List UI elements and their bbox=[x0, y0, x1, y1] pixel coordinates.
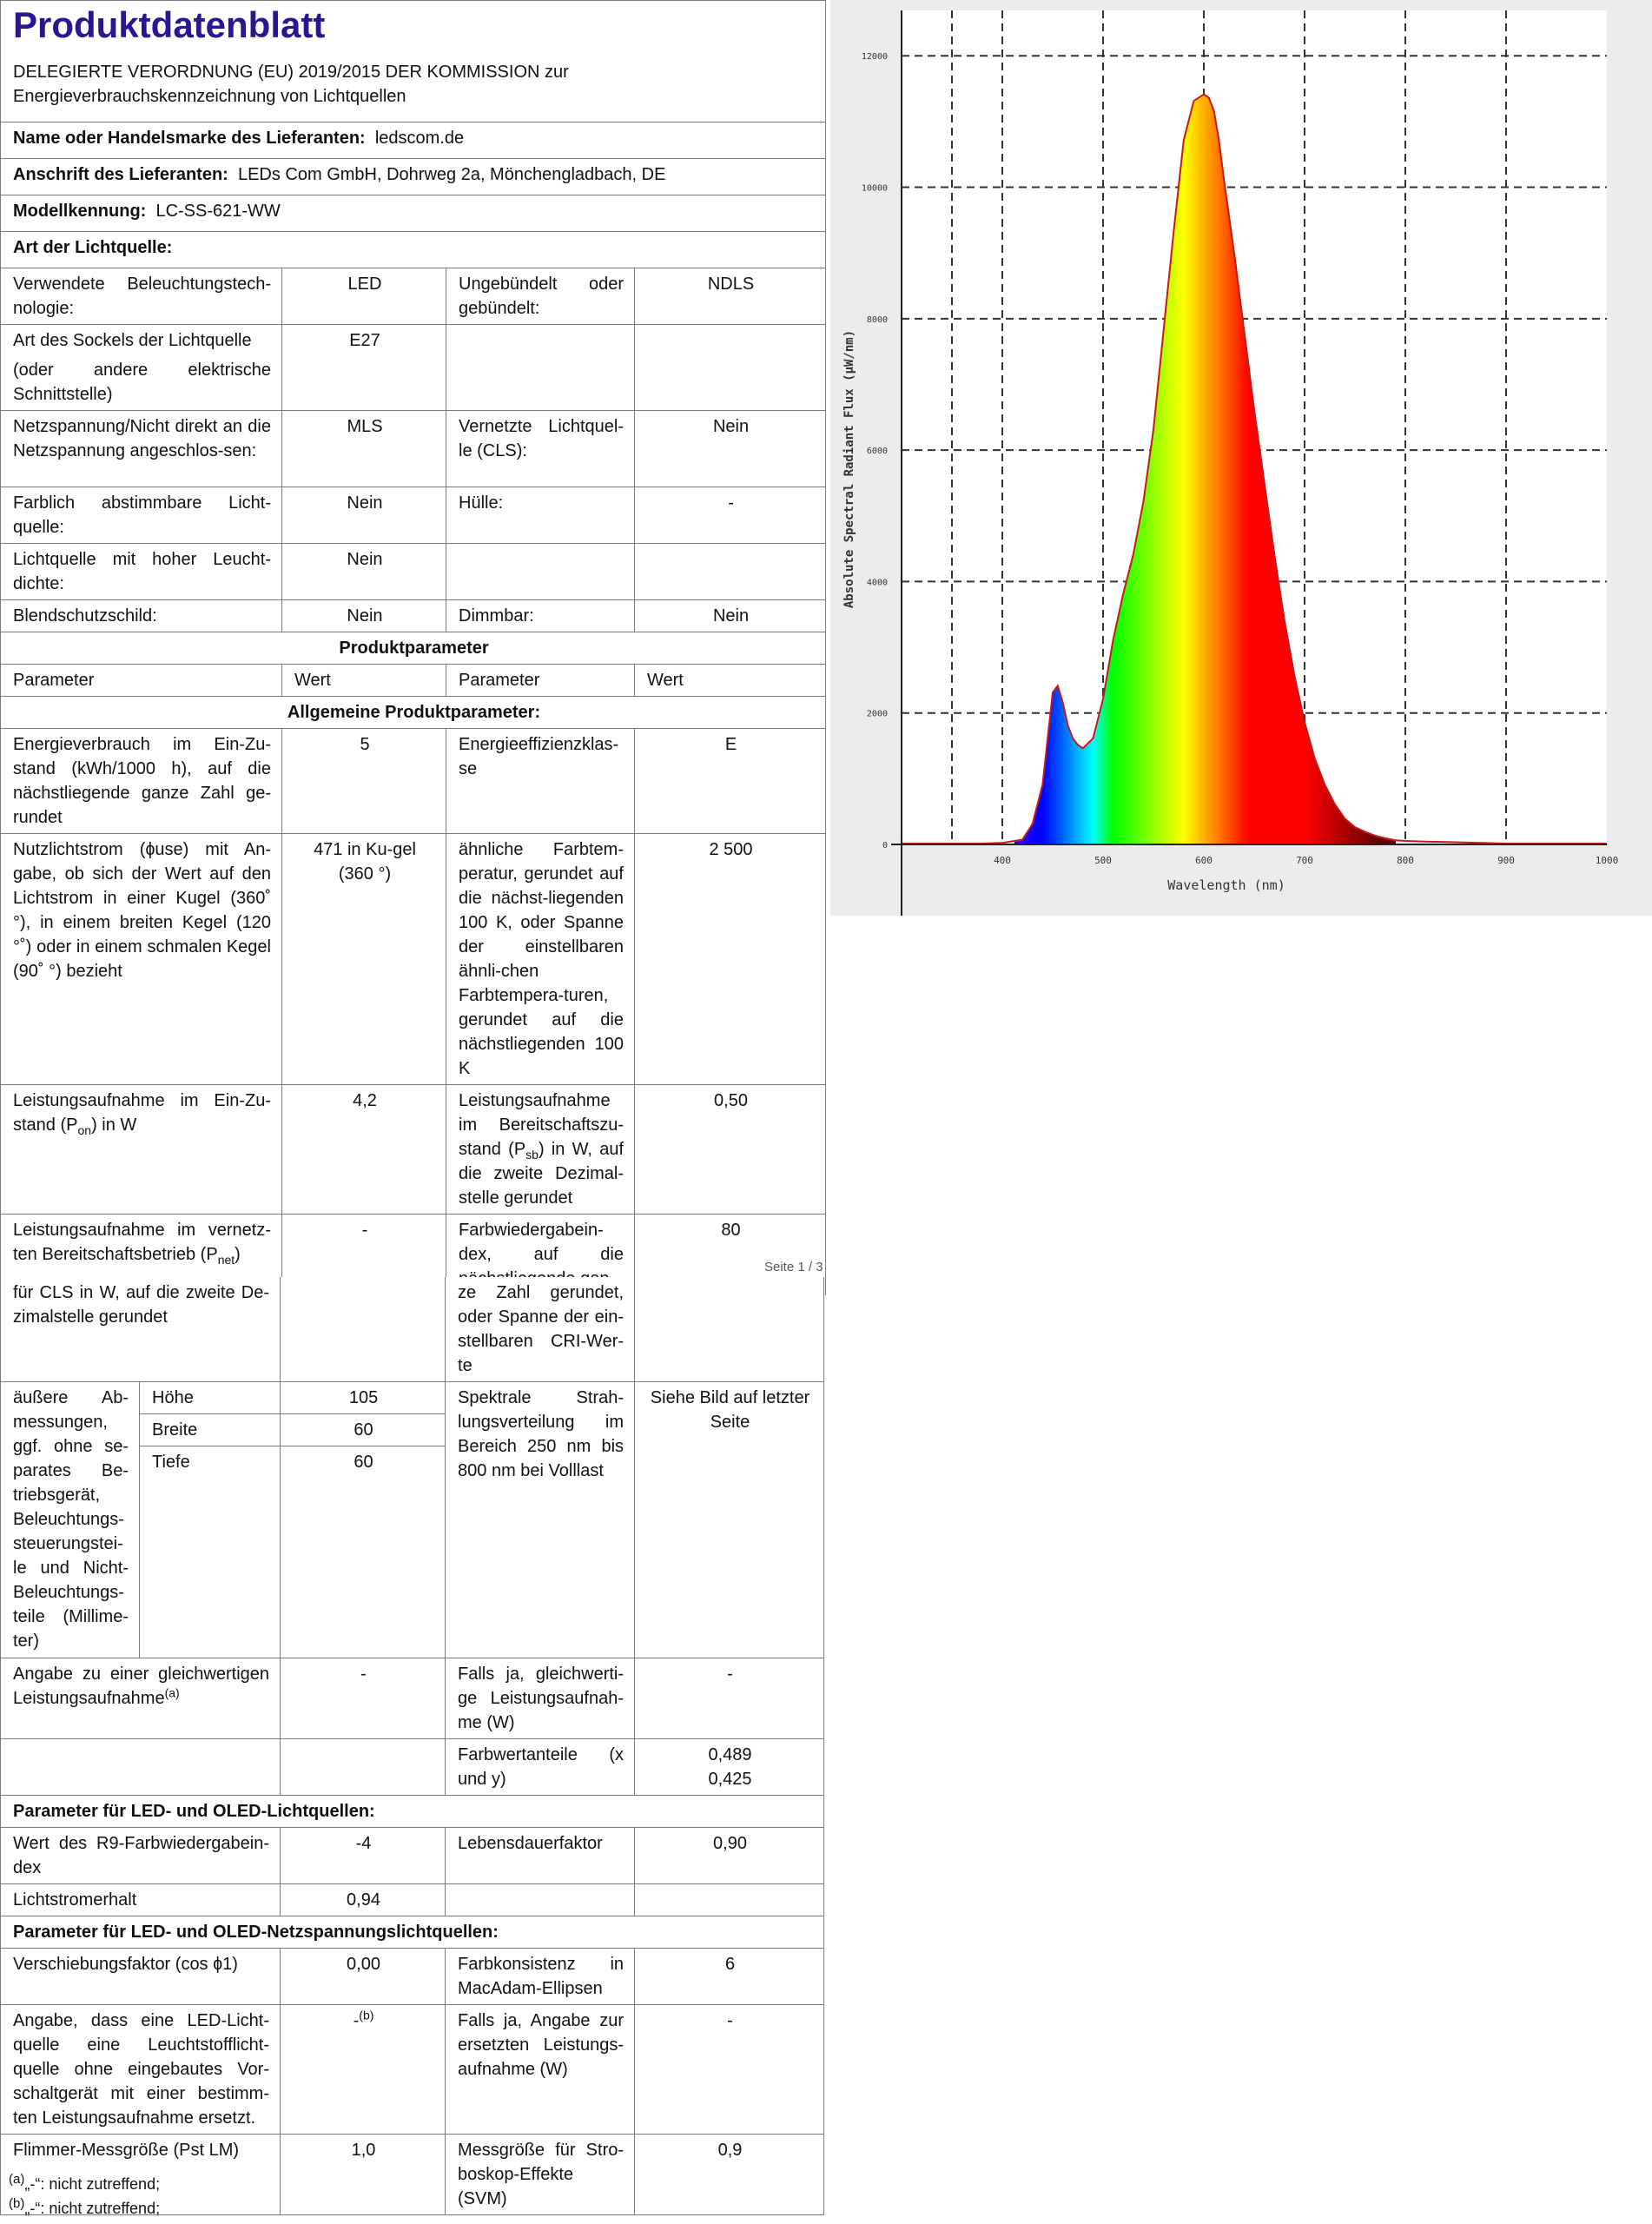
y-tick-label: 10000 bbox=[861, 183, 888, 194]
socket-label: Art des Sockels der Lichtquelle bbox=[13, 331, 252, 350]
luminous-flux-value: 471 in Ku-gel (360 °) bbox=[282, 834, 446, 1085]
cri-value: 80 bbox=[635, 1215, 826, 1295]
empty-cell bbox=[635, 1884, 824, 1916]
tunable-label: Farblich abstimmbare Licht-quelle: bbox=[1, 487, 282, 544]
directional-value: NDLS bbox=[635, 268, 826, 325]
empty-cell bbox=[281, 1739, 446, 1796]
x-tick-label: 500 bbox=[1094, 855, 1112, 866]
networked-standby-label-cont: für CLS in W, auf die zweite De-zimalstelle gerundet bbox=[1, 1277, 281, 1382]
light-source-type-heading: Art der Lichtquelle: bbox=[1, 232, 826, 268]
displacement-factor-value: 0,00 bbox=[281, 1949, 446, 2005]
connected-value: Nein bbox=[635, 411, 826, 487]
x-tick-label: 800 bbox=[1397, 855, 1414, 866]
mains-label: Netzspannung/Nicht direkt an die Netzspannung angeschlos-sen: bbox=[1, 411, 282, 487]
product-params-heading: Produktparameter bbox=[1, 632, 826, 665]
mains-led-params-heading: Parameter für LED- und OLED-Netzspannungslichtquellen: bbox=[1, 1916, 824, 1949]
spd-value: Siehe Bild auf letzter Seite bbox=[635, 1382, 824, 1658]
spectrum-svg bbox=[830, 0, 1652, 916]
col-param-header: Parameter bbox=[1, 665, 282, 697]
page-title: Produktdatenblatt bbox=[13, 4, 326, 45]
chromaticity-x: 0,489 bbox=[708, 1745, 752, 1764]
regulation-line-1: DELEGIERTE VERORDNUNG (EU) 2019/2015 DER KOMMISSION zur bbox=[13, 63, 569, 82]
model-row bbox=[1, 195, 826, 232]
anti-glare-value: Nein bbox=[282, 600, 446, 632]
cct-value: 2 500 bbox=[635, 834, 826, 1085]
chromaticity-values bbox=[635, 1739, 824, 1796]
y-tick-label: 2000 bbox=[866, 709, 888, 719]
displacement-factor-label: Verschiebungsfaktor (cos ɸ1) bbox=[1, 1949, 281, 2005]
supplier-address-value: LEDs Com GmbH, Dohrweg 2a, Mönchengladbach, DE bbox=[237, 165, 666, 184]
supplier-address-row bbox=[1, 159, 826, 195]
chromaticity-label: Farbwertanteile (x und y) bbox=[446, 1739, 635, 1796]
networked-standby-label: Leistungsaufnahme im vernetz-ten Bereitschaftsbetrieb $(P_{net})$ bbox=[1, 1215, 282, 1295]
general-params-heading: Allgemeine Produktparameter: bbox=[1, 697, 826, 729]
col-param-header: Parameter bbox=[446, 665, 635, 697]
equivalent-power-label: Angabe zu einer gleichwertigen Leistungsaufnahme$^{(a)}$ bbox=[1, 1658, 281, 1739]
x-tick-label: 600 bbox=[1195, 855, 1213, 866]
technology-label: Verwendete Beleuchtungstech-nologie: bbox=[1, 268, 282, 325]
supplier-name-label: Name oder Handelsmarke des Lieferanten: bbox=[13, 129, 366, 148]
depth-value: 60 bbox=[281, 1446, 446, 1658]
empty-cell bbox=[635, 544, 826, 600]
empty-cell bbox=[635, 1277, 824, 1382]
cri-label-cont: ze Zahl gerundet, oder Spanne der ein-stellbaren CRI-Wer-te bbox=[446, 1277, 635, 1382]
spd-label: Spektrale Strah-lungsverteilung im Bereich 250 nm bis 800 nm bei Volllast bbox=[446, 1382, 635, 1658]
y-tick-label: 0 bbox=[882, 841, 888, 851]
empty-cell bbox=[1, 1739, 281, 1796]
replacement-yes-value: - bbox=[635, 2005, 824, 2135]
lumen-maintenance-value: 0,94 bbox=[281, 1884, 446, 1916]
regulation-line-2: Energieverbrauchskennzeichnung von Lichtquellen bbox=[13, 87, 406, 106]
page-number: Seite 1 / 3 bbox=[764, 1260, 823, 1274]
empty-cell bbox=[446, 325, 635, 411]
dimmable-label: Dimmbar: bbox=[446, 600, 635, 632]
supplier-address-label: Anschrift des Lieferanten: bbox=[13, 165, 228, 184]
empty-cell bbox=[635, 325, 826, 411]
energy-class-value: E bbox=[635, 729, 826, 834]
connected-label: Vernetzte Lichtquel-le (CLS): bbox=[446, 411, 635, 487]
tunable-value: Nein bbox=[282, 487, 446, 544]
width-label: Breite bbox=[140, 1414, 281, 1446]
networked-standby-value: - bbox=[282, 1215, 446, 1295]
empty-cell bbox=[446, 544, 635, 600]
led-params-heading: Parameter für LED- und OLED-Lichtquellen: bbox=[1, 1796, 824, 1828]
x-tick-label: 1000 bbox=[1595, 855, 1619, 866]
x-tick-label: 400 bbox=[994, 855, 1011, 866]
dimensions-label: äußere Ab-messungen, ggf. ohne se-parates Be-triebsgerät, Beleuchtungs-steuerungstei-le und Nicht-Beleuchtungs-teile (Millime-ter) bbox=[1, 1382, 140, 1658]
luminous-flux-label: Nutzlichtstrom (ɸuse) mit An-gabe, ob sich der Wert auf den Lichtstrom in einer Kugel (360˚ °), in einem breiten Kegel (120 °˚) oder in einem schmalen Kegel (90˚ °) bezieht bbox=[1, 834, 282, 1085]
col-value-header: Wert bbox=[282, 665, 446, 697]
depth-label: Tiefe bbox=[140, 1446, 281, 1658]
r9-value: -4 bbox=[281, 1828, 446, 1884]
envelope-label: Hülle: bbox=[446, 487, 635, 544]
energy-consumption-label: Energieverbrauch im Ein-Zu-stand (kWh/1000 h), auf die nächstliegende ganze Zahl ge-rundet bbox=[1, 729, 282, 834]
cct-label: ähnliche Farbtem-peratur, gerundet auf die nächst-liegenden 100 K, oder Spanne der einstellbaren ähnli-chen Farbtempera-turen, gerundet auf die nächstliegenden 100 K bbox=[446, 834, 635, 1085]
x-tick-label: 900 bbox=[1497, 855, 1515, 866]
macadam-label: Farbkonsistenz in MacAdam-Ellipsen bbox=[446, 1949, 635, 2005]
standby-power-value: 0,50 bbox=[635, 1085, 826, 1215]
equivalent-power-value: - bbox=[281, 1658, 446, 1739]
flicker-value: 1,0 bbox=[281, 2135, 446, 2215]
model-label: Modellkennung: bbox=[13, 202, 147, 221]
y-axis-label: Absolute Spectral Radiant Flux (µW/nm) bbox=[843, 329, 856, 609]
spectral-distribution-chart bbox=[830, 0, 1652, 916]
stroboscopic-label: Messgröße für Stro-boskop-Effekte (SVM) bbox=[446, 2135, 635, 2215]
envelope-value: - bbox=[635, 487, 826, 544]
macadam-value: 6 bbox=[635, 1949, 824, 2005]
y-tick-label: 4000 bbox=[866, 578, 888, 588]
empty-cell bbox=[446, 1884, 635, 1916]
empty-cell bbox=[281, 1277, 446, 1382]
on-mode-power-label: Leistungsaufnahme im Ein-Zu-stand $(P_{on})$ in W bbox=[1, 1085, 282, 1215]
energy-consumption-value: 5 bbox=[282, 729, 446, 834]
width-value: 60 bbox=[281, 1414, 446, 1446]
model-value: LC-SS-621-WW bbox=[155, 202, 281, 221]
footnote-a: $^{(a)}$„-“: nicht zutreffend; bbox=[9, 2172, 161, 2193]
socket-label-note: (oder andere elektrische Schnittstelle) bbox=[13, 361, 271, 404]
col-value-header: Wert bbox=[635, 665, 826, 697]
height-label: Höhe bbox=[140, 1382, 281, 1414]
x-tick-label: 700 bbox=[1296, 855, 1313, 866]
replacement-label: Angabe, dass eine LED-Licht-quelle eine Leuchtstofflicht-quelle ohne eingebautes Vor-schaltgerät mit einer bestimm-ten Leistungsaufnahme ersetzt. bbox=[1, 2005, 281, 2135]
supplier-name-value: ledscom.de bbox=[374, 129, 465, 148]
x-axis-label: Wavelength (nm) bbox=[1167, 877, 1285, 893]
datasheet-table-page-1 bbox=[0, 0, 826, 1295]
dimmable-value: Nein bbox=[635, 600, 826, 632]
standby-power-label: Leistungsaufnahme im Bereitschaftszu-stand $(P_{sb})$ in W, auf die zweite Dezimal-stelle gerundet bbox=[446, 1085, 635, 1215]
footnote-b: $^{(b)}$„-“: nicht zutreffend; bbox=[9, 2196, 161, 2217]
energy-class-label: Energieeffizienzklas-se bbox=[446, 729, 635, 834]
equivalent-power-yes-label: Falls ja, gleichwerti-ge Leistungsaufnah-me (W) bbox=[446, 1658, 635, 1739]
replacement-value: -$^{(b)}$ bbox=[281, 2005, 446, 2135]
technology-value: LED bbox=[282, 268, 446, 325]
high-luminance-value: Nein bbox=[282, 544, 446, 600]
datasheet-table-page-2 bbox=[0, 1277, 824, 2215]
y-tick-label: 6000 bbox=[866, 447, 888, 457]
cri-label: Farbwiedergabein-dex, auf die bbox=[446, 1215, 635, 1295]
directional-label: Ungebündelt oder gebündelt: bbox=[446, 268, 635, 325]
height-value: 105 bbox=[281, 1382, 446, 1414]
chromaticity-y: 0,425 bbox=[708, 1770, 752, 1789]
flicker-label: Flimmer-Messgröße (Pst LM) bbox=[1, 2135, 281, 2215]
supplier-name-row bbox=[1, 122, 826, 159]
replacement-yes-label: Falls ja, Angabe zur ersetzten Leistungs-aufnahme (W) bbox=[446, 2005, 635, 2135]
on-mode-power-value: 4,2 bbox=[282, 1085, 446, 1215]
y-tick-label: 8000 bbox=[866, 314, 888, 325]
datasheet-page-2 bbox=[0, 1277, 825, 2224]
stroboscopic-value: 0,9 bbox=[635, 2135, 824, 2215]
high-luminance-label: Lichtquelle mit hoher Leucht-dichte: bbox=[1, 544, 282, 600]
footnotes bbox=[9, 2172, 790, 2221]
lifetime-factor-value: 0,90 bbox=[635, 1828, 824, 1884]
equivalent-power-yes-value: - bbox=[635, 1658, 824, 1739]
lumen-maintenance-label: Lichtstromerhalt bbox=[1, 1884, 281, 1916]
lifetime-factor-label: Lebensdauerfaktor bbox=[446, 1828, 635, 1884]
anti-glare-label: Blendschutzschild: bbox=[1, 600, 282, 632]
y-tick-label: 12000 bbox=[861, 52, 888, 63]
r9-label: Wert des R9-Farbwiedergabein-dex bbox=[1, 1828, 281, 1884]
mains-value: MLS bbox=[282, 411, 446, 487]
socket-value: E27 bbox=[282, 325, 446, 411]
